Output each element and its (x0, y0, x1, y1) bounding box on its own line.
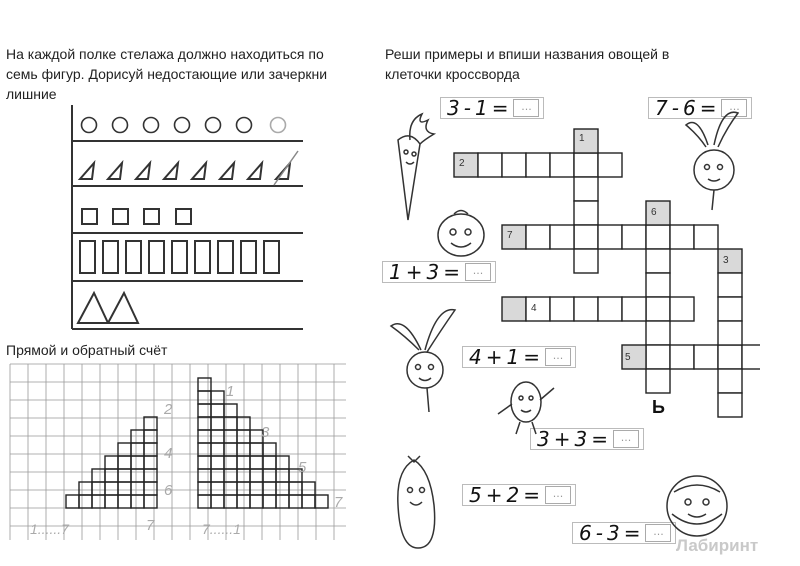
crossword-cell[interactable] (718, 393, 742, 417)
count-up-cell (131, 495, 144, 508)
count-up-number-2: 2 (164, 401, 173, 418)
crossword-cell[interactable] (574, 129, 598, 153)
rectangle-shape (126, 241, 141, 273)
count-down-cell (250, 482, 263, 495)
crossword-cell[interactable] (574, 177, 598, 201)
math-example-3-1 (440, 97, 544, 119)
count-down-cell (211, 391, 224, 404)
crossword-cell[interactable] (718, 345, 742, 369)
count-up-cell (79, 482, 92, 495)
crossword-cell[interactable] (526, 297, 550, 321)
circle-shape (237, 118, 252, 133)
example-operand: 3 (606, 521, 620, 545)
example-operand: 6 (682, 96, 696, 120)
example-equals: = (443, 260, 460, 284)
count-up-cell (92, 469, 105, 482)
count-down-cell (250, 456, 263, 469)
task1-line-3: лишние (6, 86, 57, 102)
example-equals: = (523, 483, 540, 507)
count-down-cell (237, 417, 250, 430)
crossword-cell[interactable] (574, 225, 598, 249)
crossword-cell[interactable] (574, 153, 598, 177)
example-operand: 1 (389, 260, 402, 284)
circle-shape (175, 118, 190, 133)
count-up-sequence: 1......7 (30, 521, 69, 537)
crossword-cell[interactable] (718, 369, 742, 393)
task3-line-2: клеточки кроссворда (385, 66, 520, 82)
count-up-number-4: 4 (164, 445, 173, 462)
count-down-cell (198, 482, 211, 495)
crossword-cell[interactable] (646, 369, 670, 393)
count-down-cell (198, 404, 211, 417)
count-down-cell (211, 469, 224, 482)
shelf-row-big-triangles (78, 293, 138, 323)
count-up-cell (118, 495, 131, 508)
example-equals: = (523, 345, 540, 369)
shelf-row-circles (82, 118, 286, 133)
crossword-cell[interactable] (550, 297, 574, 321)
count-down-cell (198, 378, 211, 391)
count-up-cell (144, 456, 157, 469)
counting-grid (6, 362, 352, 552)
triangle-shape (80, 163, 94, 179)
rectangle-shape (149, 241, 164, 273)
crossword-cell[interactable] (670, 225, 694, 249)
crossword-cell[interactable] (718, 297, 742, 321)
example-equals: = (699, 96, 717, 120)
count-up-cell (66, 495, 79, 508)
crossword-cell[interactable] (502, 225, 526, 249)
count-down-cell (198, 495, 211, 508)
shelf-row-small-squares (82, 209, 191, 224)
cabbage-illustration (660, 470, 735, 540)
example-operand: 6 (579, 521, 592, 545)
example-operand: 2 (506, 483, 520, 507)
count-down-cell (237, 495, 250, 508)
count-up-cell (118, 469, 131, 482)
crossword-cell[interactable] (646, 345, 670, 369)
crossword-cell[interactable] (646, 297, 670, 321)
task1-line-2: семь фигур. Дорисуй недостающие или зачеркни (6, 66, 328, 82)
count-up-number-6: 6 (164, 482, 173, 499)
answer-box[interactable]: ... (465, 263, 491, 281)
circle-shape (144, 118, 159, 133)
crossword-cell[interactable] (454, 153, 478, 177)
task3-instructions (385, 44, 795, 84)
example-operator: + (553, 427, 571, 451)
count-up-cell (144, 469, 157, 482)
crossword-cell[interactable] (550, 225, 574, 249)
crossword-cell[interactable] (550, 153, 574, 177)
count-down-cell (289, 495, 302, 508)
count-up-cell (92, 482, 105, 495)
answer-box[interactable]: ... (513, 99, 539, 117)
square-shape (144, 209, 159, 224)
answer-box[interactable]: ... (645, 524, 671, 542)
example-operator: - (595, 521, 603, 545)
count-down-sequence: 7......1 (202, 521, 241, 537)
crossword-cell[interactable] (670, 345, 694, 369)
count-down-cell (198, 430, 211, 443)
square-shape (176, 209, 191, 224)
example-operand: 7 (655, 96, 668, 120)
crossword-cell[interactable] (742, 345, 760, 369)
example-operator: - (463, 96, 471, 120)
example-equals: = (623, 521, 641, 545)
crossword-cell[interactable] (502, 153, 526, 177)
example-operand: 1 (474, 96, 488, 120)
eggplant-illustration (388, 450, 448, 555)
count-up-number-7: 7 (146, 517, 155, 534)
triangle-shape (136, 163, 150, 179)
rectangle-shape (103, 241, 118, 273)
count-down-cell (237, 469, 250, 482)
crossword-cell[interactable] (574, 249, 598, 273)
task3-line-1: Реши примеры и впиши названия овощей в (385, 46, 670, 62)
example-operand: 3 (537, 427, 550, 451)
math-example-5-2 (462, 484, 576, 506)
crossword-cell[interactable] (718, 273, 742, 297)
count-up-cell (131, 469, 144, 482)
count-up-cell (131, 430, 144, 443)
count-up-cell (79, 495, 92, 508)
count-down-number-7: 7 (334, 494, 343, 511)
count-up-cell (105, 482, 118, 495)
crossword-cell[interactable] (646, 201, 670, 225)
crossword-cell[interactable] (694, 225, 718, 249)
count-up-cell (92, 495, 105, 508)
crossword-cell[interactable] (622, 225, 646, 249)
crossword-cell[interactable] (574, 201, 598, 225)
triangle-shape (108, 293, 138, 323)
example-operand: 3 (447, 96, 460, 120)
circle-shape (206, 118, 221, 133)
count-down-cell (302, 495, 315, 508)
count-down-cell (211, 430, 224, 443)
crossword-cell[interactable] (526, 153, 550, 177)
shelf-row-rectangles (80, 241, 279, 273)
crossword-number-4: 4 (531, 303, 537, 314)
potato-illustration (432, 205, 490, 260)
crossword-cell[interactable] (646, 321, 670, 345)
crossword-cell[interactable] (646, 273, 670, 297)
example-operand: 3 (426, 260, 440, 284)
crossword-number-7: 7 (507, 230, 513, 241)
crossword-cell[interactable] (718, 249, 742, 273)
count-down-cell (198, 417, 211, 430)
count-down-cell (315, 495, 328, 508)
count-down-cell (211, 482, 224, 495)
crossword-cell[interactable] (598, 297, 622, 321)
answer-box[interactable]: ... (545, 486, 571, 504)
watermark: Лабиринт (676, 536, 759, 555)
crossword-letter-soft-sign: Ь (652, 397, 665, 417)
count-down-cell (211, 404, 224, 417)
crossword-number-6: 6 (651, 207, 657, 218)
count-down-cell (263, 469, 276, 482)
count-up-cell (144, 495, 157, 508)
count-up-cell (131, 456, 144, 469)
count-down-cell (302, 482, 315, 495)
count-up-cell (144, 482, 157, 495)
count-down-cell (198, 456, 211, 469)
count-up-cell (105, 469, 118, 482)
square-shape (82, 209, 97, 224)
crossword-cell[interactable] (526, 225, 550, 249)
staircases (66, 378, 328, 508)
count-down-number-1: 1 (226, 383, 235, 400)
task2-title: Прямой и обратный счёт (6, 342, 168, 358)
example-operand: 5 (469, 483, 482, 507)
example-equals: = (591, 427, 608, 451)
example-operand: 4 (469, 345, 482, 369)
rectangle-shape (241, 241, 256, 273)
rectangle-shape (80, 241, 95, 273)
count-down-cell (276, 469, 289, 482)
count-down-cell (237, 482, 250, 495)
crossword-number-1: 1 (579, 133, 585, 144)
square-shape (113, 209, 128, 224)
rectangle-shape (218, 241, 233, 273)
circle-shape (82, 118, 97, 133)
example-operator: - (671, 96, 679, 120)
count-down-cell (211, 417, 224, 430)
triangle-shape (248, 163, 262, 179)
count-down-cell (237, 430, 250, 443)
count-up-cell (144, 430, 157, 443)
crossword-cell[interactable] (598, 225, 622, 249)
crossword-cell[interactable] (646, 249, 670, 273)
crossword-cell[interactable] (694, 345, 718, 369)
triangle-shape (108, 163, 122, 179)
count-up-cell (118, 482, 131, 495)
shelf-row-triangles (80, 151, 298, 185)
crossword-cell[interactable] (502, 297, 526, 321)
crossword-cell[interactable] (574, 297, 598, 321)
crossword-number-3: 3 (723, 255, 729, 266)
example-operand: 3 (574, 427, 588, 451)
example-operator: + (405, 260, 423, 284)
count-down-cell (198, 469, 211, 482)
count-up-cell (105, 495, 118, 508)
crossword-number-5: 5 (625, 352, 631, 363)
count-down-cell (211, 456, 224, 469)
count-down-cell (276, 482, 289, 495)
count-down-number-5: 5 (298, 459, 307, 476)
task1-line-1: На каждой полке стелажа должно находиться по (6, 46, 324, 62)
count-up-cell (131, 482, 144, 495)
triangle-shape (192, 163, 206, 179)
crossword-number-2: 2 (459, 158, 465, 169)
triangle-shape (220, 163, 234, 179)
triangle-shape (78, 293, 108, 323)
count-down-cell (211, 495, 224, 508)
count-down-cell (289, 482, 302, 495)
example-equals: = (491, 96, 509, 120)
count-down-cell (250, 495, 263, 508)
count-down-cell (198, 391, 211, 404)
count-down-number-3: 3 (261, 424, 270, 441)
answer-box[interactable]: ... (613, 430, 639, 448)
rectangle-shape (264, 241, 279, 273)
grid-lines (10, 364, 346, 540)
example-operator: + (485, 483, 503, 507)
radish-illustration (385, 300, 465, 415)
crossword-cell[interactable] (718, 321, 742, 345)
crossword-cell[interactable] (622, 297, 646, 321)
count-down-cell (263, 456, 276, 469)
answer-box[interactable]: ... (545, 348, 571, 366)
crossword-cell[interactable] (598, 153, 622, 177)
beet-illustration (680, 95, 750, 215)
count-down-cell (276, 456, 289, 469)
circle-shape (113, 118, 128, 133)
triangle-shape (164, 163, 178, 179)
example-operator: + (485, 345, 503, 369)
count-down-cell (263, 482, 276, 495)
count-down-cell (237, 456, 250, 469)
potato-character-illustration (492, 372, 562, 437)
circle-shape-drawn (271, 118, 286, 133)
count-down-cell (250, 469, 263, 482)
count-down-cell (276, 495, 289, 508)
task1-instructions (6, 44, 376, 104)
answer-box[interactable]: ... (721, 99, 747, 117)
crossword-cell[interactable] (670, 297, 694, 321)
rectangle-shape (172, 241, 187, 273)
count-up-cell (118, 456, 131, 469)
shelf-illustration (70, 105, 305, 331)
rectangle-shape (195, 241, 210, 273)
example-operand: 1 (506, 345, 520, 369)
crossword-cell[interactable] (646, 225, 670, 249)
count-up-cell (105, 456, 118, 469)
crossword-cell[interactable] (478, 153, 502, 177)
count-down-cell (263, 495, 276, 508)
count-up-cell (144, 417, 157, 430)
